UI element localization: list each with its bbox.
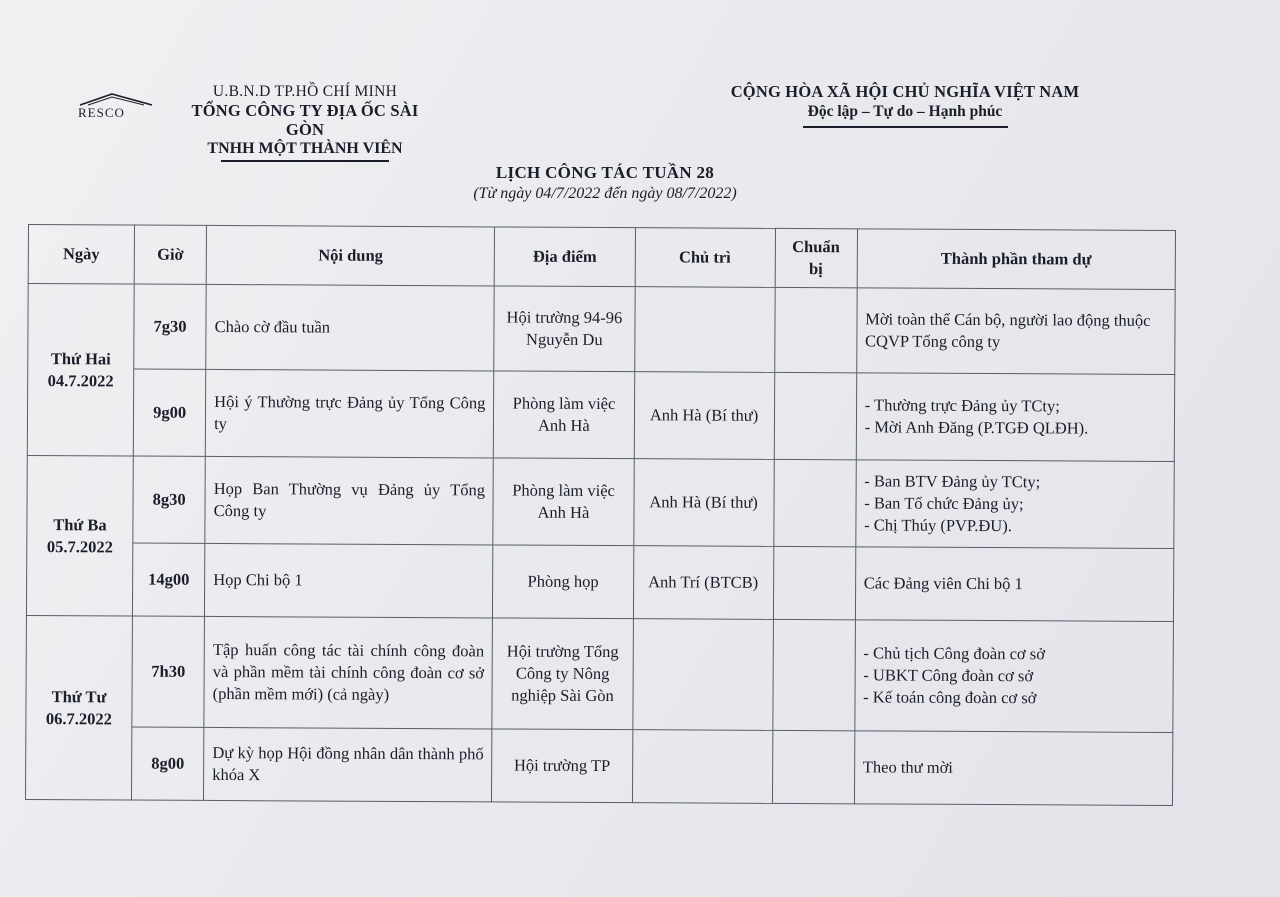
location-cell: Hội trường 94-96 Nguyễn Du: [494, 286, 635, 372]
participant-line: - Thường trực Đảng ủy TCty;: [864, 395, 1060, 416]
preparation-cell: [774, 287, 857, 372]
content-cell: Hội ý Thường trực Đảng ủy Tổng Công ty: [205, 369, 494, 458]
participant-line: - UBKT Công đoàn cơ sở: [863, 665, 1034, 686]
participant-line: - Ban Tổ chức Đảng ủy;: [864, 493, 1024, 514]
column-header-chair: Chủ trì: [635, 228, 775, 288]
table-header-row: [28, 225, 1175, 290]
table-row: [27, 455, 1174, 548]
issuing-organization: [185, 82, 425, 162]
column-header-day: Ngày: [28, 225, 134, 285]
content-cell: Họp Ban Thường vụ Đảng ủy Tổng Công ty: [205, 456, 494, 545]
participant-line: - Ban BTV Đảng ủy TCty;: [864, 471, 1041, 492]
day-cell: [25, 615, 132, 800]
participant-line: Mời toàn thể Cán bộ, người lao động thuộc CQVP Tổng công ty: [865, 309, 1151, 352]
national-header: [700, 82, 1110, 128]
table-row: [28, 284, 1175, 375]
location-cell: Phòng họp: [493, 545, 633, 619]
location-cell: Hội trường Tổng Công ty Nông nghiệp Sài Gòn: [492, 618, 633, 730]
time-cell: 8g00: [132, 727, 204, 800]
day-cell: [26, 455, 133, 616]
time-cell: 7g30: [134, 284, 207, 369]
table-row: [26, 615, 1174, 732]
resco-logo: [78, 92, 154, 124]
content-cell: Chào cờ đầu tuần: [206, 284, 495, 371]
participants-cell: [856, 373, 1175, 462]
column-header-participants: Thành phần tham dự: [857, 229, 1176, 290]
content-cell: Dự kỳ họp Hội đồng nhân dân thành phố khóa X: [204, 727, 493, 802]
location-cell: Phòng làm việc Anh Hà: [493, 458, 634, 546]
document-title-block: [400, 163, 810, 203]
column-header-location: Địa điểm: [495, 227, 635, 287]
location-cell: Hội trường TP: [492, 729, 632, 803]
chair-cell: Anh Trí (BTCB): [633, 546, 773, 620]
preparation-cell: [774, 372, 857, 459]
preparation-cell: [772, 619, 855, 730]
day-name: Thứ Ba: [53, 514, 107, 534]
participant-line: - Chị Thúy (PVP.ĐU).: [864, 515, 1012, 536]
time-cell: 14g00: [133, 543, 205, 616]
company-name: TỔNG CÔNG TY ĐỊA ỐC SÀI GÒN: [191, 101, 419, 139]
day-date: 04.7.2022: [47, 370, 114, 390]
participants-cell: [855, 620, 1174, 733]
column-header-time: Giờ: [134, 225, 206, 284]
day-date: 06.7.2022: [45, 708, 112, 728]
participants-cell: [855, 547, 1174, 622]
authority-name: U.B.N.D TP.HỒ CHÍ MINH: [212, 83, 398, 100]
participant-line: - Kế toán công đoàn cơ sở: [863, 687, 1037, 708]
time-cell: 7h30: [132, 616, 205, 727]
participant-line: Theo thư mời: [862, 757, 953, 777]
chair-cell: Anh Hà (Bí thư): [634, 372, 775, 460]
header-right-underline: [803, 126, 1008, 128]
document-title: LỊCH CÔNG TÁC TUẦN 28: [495, 163, 715, 182]
participants-cell: [855, 460, 1174, 549]
table-row: [27, 369, 1174, 462]
chair-cell: [632, 730, 772, 804]
document-date-range: (Từ ngày 04/7/2022 đến ngày 08/7/2022): [473, 185, 737, 202]
column-header-content: Nội dung: [206, 225, 495, 286]
content-cell: Tập huấn công tác tài chính công đoàn và phần mềm tài chính công đoàn cơ sở (phần mềm mới) (cả ngày): [204, 616, 493, 729]
column-header-preparation: Chuẩn bị: [775, 228, 857, 287]
chair-cell: [634, 287, 775, 373]
schedule-table: [25, 224, 1176, 806]
participants-cell: [854, 731, 1173, 806]
participant-line: - Mời Anh Đăng (P.TGĐ QLĐH).: [864, 417, 1089, 438]
header-left-underline: [221, 160, 389, 162]
participant-line: - Chủ tịch Công đoàn cơ sở: [863, 643, 1046, 664]
day-cell: [27, 284, 134, 457]
table-row: [26, 542, 1173, 621]
preparation-cell: [772, 730, 854, 803]
content-cell: Họp Chi bộ 1: [205, 543, 494, 618]
chair-cell: [632, 619, 773, 731]
day-name: Thứ Tư: [51, 686, 107, 706]
preparation-cell: [773, 546, 855, 619]
time-cell: 9g00: [133, 369, 206, 456]
participant-line: Các Đảng viên Chi bộ 1: [863, 573, 1023, 594]
participants-cell: [856, 288, 1175, 375]
national-motto: Độc lập – Tự do – Hạnh phúc: [807, 103, 1003, 120]
location-cell: Phòng làm việc Anh Hà: [494, 371, 635, 459]
preparation-cell: [773, 459, 856, 546]
day-date: 05.7.2022: [46, 536, 113, 556]
day-name: Thứ Hai: [50, 348, 111, 368]
time-cell: 8g30: [133, 456, 206, 543]
table-row: [25, 726, 1172, 805]
company-type: TNHH MỘT THÀNH VIÊN: [207, 140, 403, 157]
national-title: CỘNG HÒA XÃ HỘI CHỦ NGHĨA VIỆT NAM: [730, 82, 1080, 101]
logo-text: RESCO: [78, 105, 125, 120]
chair-cell: Anh Hà (Bí thư): [633, 459, 774, 547]
